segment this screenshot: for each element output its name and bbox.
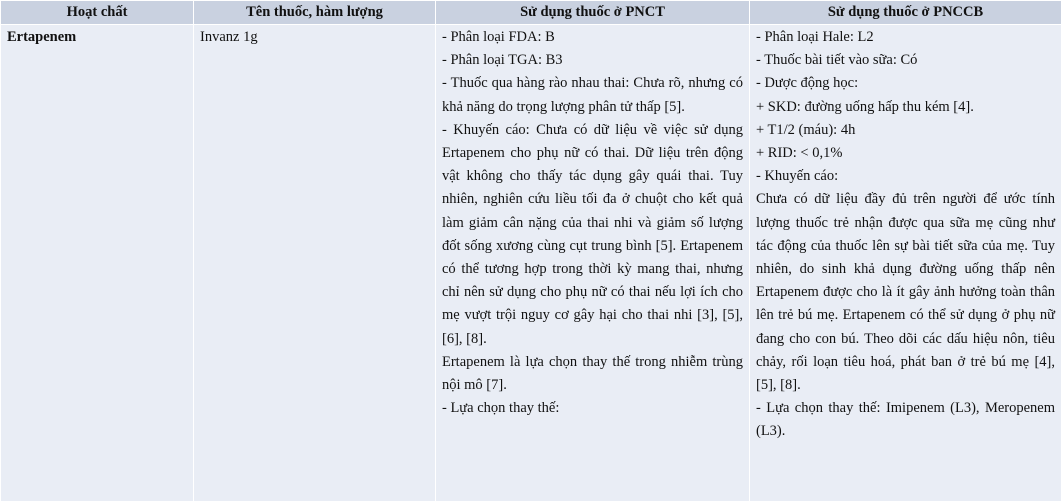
table-row (1, 25, 1062, 502)
pnccb-rid: + RID: < 0,1% (756, 145, 843, 162)
cell-drug-name (194, 25, 436, 502)
pnccb-recommendation: Chưa có dữ liệu đầy đủ trên người để ước tính lượng thuốc trẻ nhận được qua sữa mẹ cũng như tác động của thuốc lên sự bài tiết sữa của mẹ. Tuy nhiên, do sinh khả dụng đường uống thấp nên Ertapenem được cho là ít gây ảnh hưởng toàn thân lên trẻ bú mẹ. Ertapenem có thể sử dụng ở phụ nữ đang cho con bú. Theo dõi các dấu hiệu nôn, tiêu chảy, rối loạn tiêu hoá, phát ban ở trẻ bú mẹ [4], [5], [8]. (756, 191, 1055, 394)
pnccb-recommendation-label: - Khuyến cáo: (756, 168, 839, 185)
header-drug-name: Tên thuốc, hàm lượng (194, 1, 436, 25)
header-pnccb: Sử dụng thuốc ở PNCCB (750, 1, 1062, 25)
pnccb-milk-excretion: - Thuốc bài tiết vào sữa: Có (756, 52, 918, 69)
cell-pnct (436, 25, 750, 502)
pnct-tga-category: - Phân loại TGA: B3 (442, 52, 563, 69)
pnccb-hale-category: - Phân loại Hale: L2 (756, 29, 874, 45)
header-active-ingredient: Hoạt chất (1, 1, 194, 25)
cell-active-ingredient (1, 25, 194, 502)
pnccb-alternatives: - Lựa chọn thay thế: Imipenem (L3), Meropenem (L3). (756, 400, 1055, 440)
pnct-alternatives: - Lựa chọn thay thế: (442, 400, 560, 417)
cell-pnccb (750, 25, 1062, 502)
pnct-placenta: - Thuốc qua hàng rào nhau thai: Chưa rõ, nhưng có khả năng do trọng lượng phân tử thấp [5]. (442, 75, 743, 115)
pnct-alternative-note: Ertapenem là lựa chọn thay thế trong nhiễm trùng nội mô [7]. (442, 353, 743, 394)
header-row (1, 1, 1062, 25)
active-ingredient-name: Ertapenem (7, 29, 77, 45)
pnccb-half-life: + T1/2 (máu): 4h (756, 121, 856, 138)
pnccb-pharmacokinetics: - Dược động học: (756, 75, 859, 92)
header-pnct: Sử dụng thuốc ở PNCT (436, 1, 750, 25)
drug-name: Invanz 1g (200, 29, 258, 45)
pnct-fda-category: - Phân loại FDA: B (442, 29, 555, 45)
pnct-recommendation: - Khuyến cáo: Chưa có dữ liệu về việc sử dụng Ertapenem cho phụ nữ có thai. Dữ liệu trên động vật không cho thấy tác dụng gây quái thai. Tuy nhiên, nghiên cứu liều tối đa ở chuột cho kết quả làm giảm cân nặng của thai nhi và giảm số lượng đốt sống xương cùng cụt trung bình [5]. Ertapenem có thể tương hợp trong thời kỳ mang thai, nhưng chỉ nên sử dụng cho phụ nữ có thai nếu lợi ích cho mẹ vượt trội nguy cơ gây hại cho thai nhi [3], [5], [6], [8]. (442, 121, 743, 347)
pnccb-bioavailability: + SKD: đường uống hấp thu kém [4]. (756, 98, 974, 115)
